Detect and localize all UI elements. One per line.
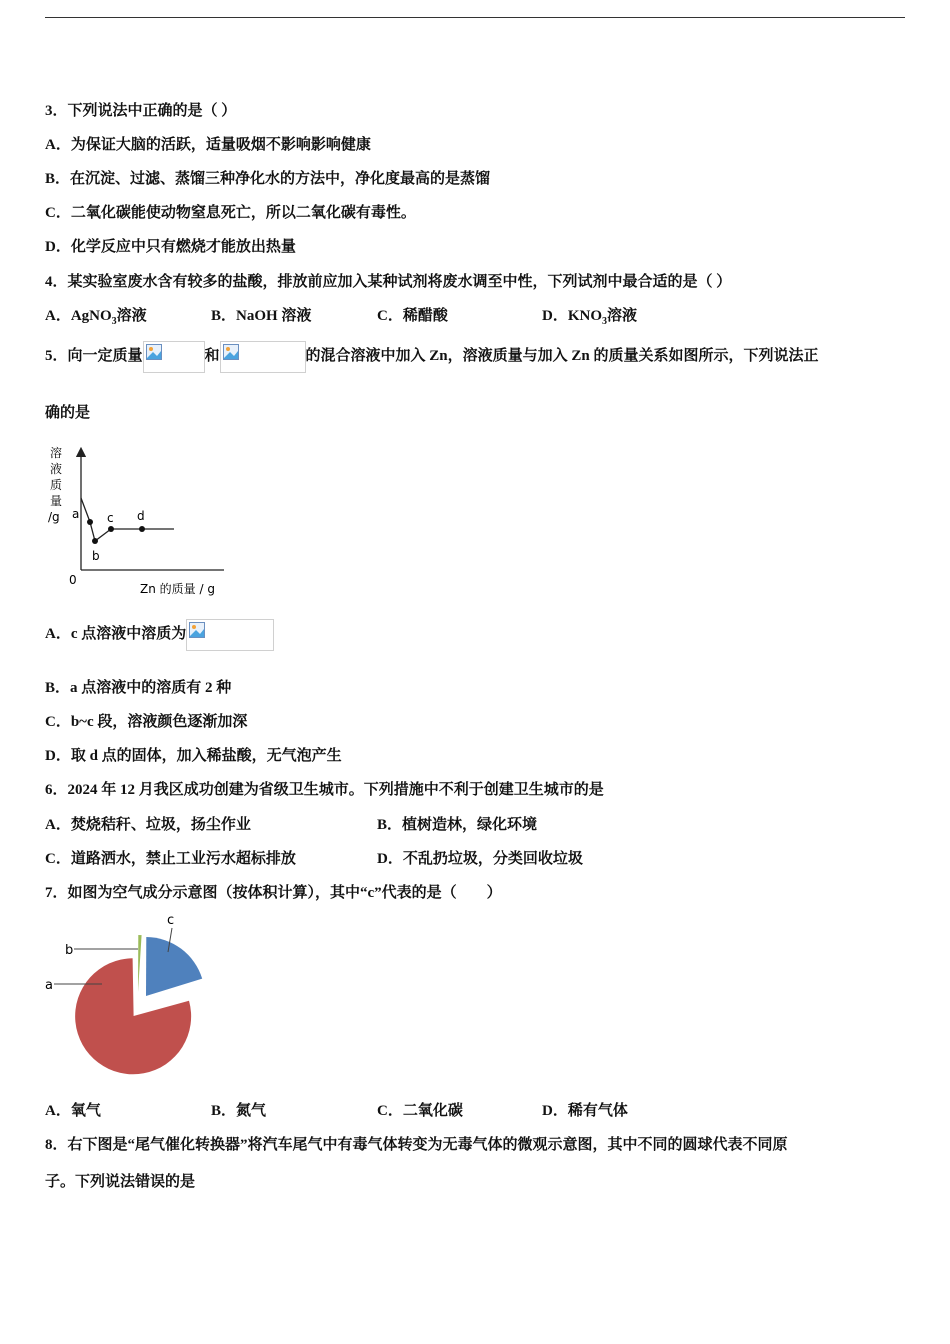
q6-option-d: D．不乱扔垃圾，分类回收垃圾 xyxy=(377,851,583,867)
q7-option-c: C．二氧化碳 xyxy=(377,1103,463,1119)
pie-label-a: a xyxy=(45,978,53,993)
y-label-char: 溶 xyxy=(50,446,63,460)
q5-option-c: C．b~c 段，溶液颜色逐渐加深 xyxy=(45,714,248,730)
pie-label-b: b xyxy=(65,943,74,958)
q3-option-b: B．在沉淀、过滤、蒸馏三种净化水的方法中，净化度最高的是蒸馏 xyxy=(45,171,491,187)
q3-option-d: D．化学反应中只有燃烧才能放出热量 xyxy=(45,239,296,255)
q3-stem: 3．下列说法中正确的是（ ） xyxy=(45,103,237,119)
q6-option-a: A．焚烧秸秆、垃圾，扬尘作业 xyxy=(45,817,251,833)
q8-stem-cont: 子。下列说法错误的是 xyxy=(45,1174,196,1190)
q5-option-b: B．a 点溶液中的溶质有 2 种 xyxy=(45,680,232,696)
q3-option-c: C．二氧化碳能使动物窒息死亡，所以二氧化碳有毒性。 xyxy=(45,205,416,221)
pie-label-c: c xyxy=(167,913,175,928)
point-b xyxy=(92,538,98,544)
q8-stem: 8．右下图是“尾气催化转换器”将汽车尾气中有毒气体转变为无毒气体的微观示意图，其中不同的圆球代表不同原 xyxy=(45,1137,788,1153)
pie-slice-c xyxy=(146,937,202,996)
broken-image-icon xyxy=(146,344,162,360)
q7-stem: 7．如图为空气成分示意图（按体积计算），其中“c”代表的是（ ） xyxy=(45,885,502,901)
q4-option-d: D．$KNO_3$溶液 xyxy=(542,308,638,327)
q7-option-a: A．氧气 xyxy=(45,1103,101,1119)
y-label-unit: /g xyxy=(48,510,60,524)
q6-stem: 6．2024 年 12 月我区成功创建为省级卫生城市。下列措施中不利于创建卫生城市的是 xyxy=(45,782,604,798)
point-c xyxy=(108,526,114,532)
q4-option-b: B．NaOH 溶液 xyxy=(211,308,312,324)
q5-option-a: A．c 点溶液中溶质为 xyxy=(45,618,274,651)
curve xyxy=(81,498,174,541)
pie-slice-b xyxy=(138,935,142,992)
label-b: b xyxy=(92,549,100,563)
header-rule xyxy=(45,17,905,18)
broken-image-icon xyxy=(223,344,239,360)
y-label-char: 液 xyxy=(50,462,63,476)
q5-stem: 5．向一定质量 和 的混合溶液中加入 Zn，溶液质量与加入 Zn 的质量关系如图所示，下列说法正 xyxy=(45,340,818,373)
q4-option-c: C．稀醋酸 xyxy=(377,308,448,324)
origin-label: 0 xyxy=(69,573,77,587)
label-d: d xyxy=(137,509,145,523)
q4-option-a: A．AgNO$_3$溶液 xyxy=(45,308,147,327)
q4-stem: 4．某实验室废水含有较多的盐酸，排放前应加入某种试剂将废水调至中性，下列试剂中最合适的是（ ） xyxy=(45,274,732,290)
q7-pie-chart xyxy=(40,908,210,1078)
point-d xyxy=(139,526,145,532)
q6-option-c: C．道路洒水，禁止工业污水超标排放 xyxy=(45,851,296,867)
broken-image-icon xyxy=(189,622,205,638)
q5-option-d: D．取 d 点的固体，加入稀盐酸，无气泡产生 xyxy=(45,748,342,764)
q3-option-a: A．为保证大脑的活跃，适量吸烟不影响影响健康 xyxy=(45,137,371,153)
x-axis-label: Zn 的质量 / g xyxy=(140,582,215,596)
formula-image-placeholder xyxy=(143,341,205,373)
label-a: a xyxy=(72,507,80,521)
point-a xyxy=(87,519,93,525)
q7-option-d: D．稀有气体 xyxy=(542,1103,628,1119)
y-label-char: 质 xyxy=(50,478,63,492)
q5-graph xyxy=(44,440,234,605)
q7-option-b: B．氮气 xyxy=(211,1103,267,1119)
q6-option-b: B．植树造林，绿化环境 xyxy=(377,817,538,833)
formula-image-placeholder xyxy=(220,341,306,373)
label-c: c xyxy=(107,511,114,525)
formula-image-placeholder xyxy=(186,619,274,651)
y-label-char: 量 xyxy=(50,494,63,508)
q5-stem-cont: 确的是 xyxy=(45,405,91,421)
